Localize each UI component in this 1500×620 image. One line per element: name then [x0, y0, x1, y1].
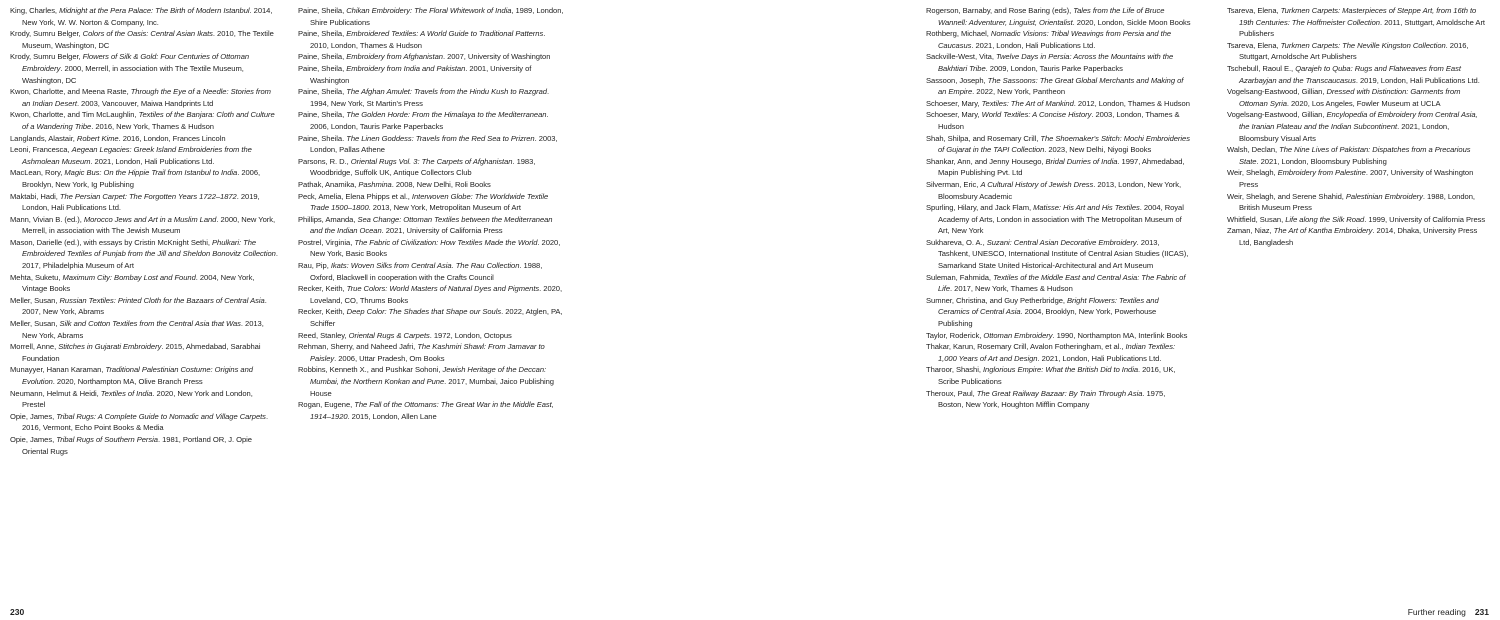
entry-publication: . 2014, New York, W. W. Norton & Company, Inc.	[22, 6, 273, 27]
entry-publication: . 2016, Vermont, Echo Point Books & Media	[22, 411, 268, 433]
bibliography-entry	[298, 133, 564, 156]
bibliography-entry	[926, 364, 1192, 387]
bibliography-entry	[10, 133, 278, 145]
entry-publication: . 1983, Woodbridge, Suffolk UK, Antique Collectors Club	[310, 156, 536, 178]
entry-publication: . 2007, New York, Abrams	[22, 295, 267, 317]
entry-publication: . 2016, UK, Scribe Publications	[938, 365, 1176, 386]
bibliography-entry	[298, 179, 564, 191]
entry-author: Theroux, Paul,	[926, 388, 977, 398]
entry-title: The Great Railway Bazaar: By Train Through Asia	[976, 388, 1143, 398]
entry-title: True Colors: World Masters of Natural Dyes and Pigments	[346, 284, 540, 294]
entry-publication: . 1990, Northampton MA, Interlink Books	[1052, 330, 1188, 340]
bibliography-entry	[298, 260, 564, 283]
entry-publication: . 1988, London, British Museum Press	[1239, 191, 1475, 213]
bibliography-entry	[926, 133, 1192, 156]
entry-author: Suleman, Fahmida,	[926, 272, 994, 282]
entry-title: Flowers of Silk & Gold: Four Centuries of Ottoman Embroidery	[22, 52, 250, 73]
bibliography-entry	[298, 109, 564, 132]
entry-title: World Textiles: A Concise History	[981, 110, 1092, 120]
entry-author: Leoni, Francesca,	[10, 145, 72, 155]
entry-title: Qarajeh to Quba: Rugs and Flatweaves from East Azarbayjan and the Transcaucasus	[1239, 63, 1461, 85]
entry-title: Turkmen Carpets: Masterpieces of Steppe Art, from 16th to 19th Centuries: The Hoffmeister Collection	[1239, 6, 1477, 27]
entry-author: Sumner, Christina, and Guy Petherbridge,	[926, 295, 1068, 305]
entry-publication: . 2014, Dhaka, University Press Ltd, Bangladesh	[1239, 226, 1478, 247]
entry-author: Vogelsang-Eastwood, Gillian,	[1227, 110, 1327, 120]
entry-title: Embroidery from India and Pakistan	[346, 63, 466, 73]
entry-publication: . 2013, New York, Abrams	[22, 319, 264, 340]
bibliography-entry	[926, 341, 1192, 364]
entry-publication: . 1975, Boston, New York, Houghton Mifflin Company	[938, 388, 1166, 410]
bibliography-column-3	[926, 5, 1192, 411]
bibliography-entry	[10, 167, 278, 190]
entry-title: Textiles of the Middle East and Central Asia: The Fabric of Life	[938, 272, 1186, 294]
entry-author: Kwon, Charlotte, and Tim McLaughlin,	[10, 110, 139, 120]
entry-author: Schoeser, Mary,	[926, 110, 982, 120]
entry-publication: . 2003, Vancouver, Maiwa Handprints Ltd	[76, 98, 214, 108]
bibliography-entry	[10, 214, 278, 237]
bibliography-entry	[298, 86, 564, 109]
entry-title: The Fabric of Civilization: How Textiles Made the World	[354, 237, 538, 247]
entry-author: Paine, Sheila,	[298, 110, 347, 120]
entry-title: Tribal Rugs of Southern Persia	[56, 434, 158, 444]
entry-author: Phillips, Amanda,	[298, 214, 358, 224]
entry-author: Tharoor, Shashi,	[926, 365, 983, 375]
bibliography-entry	[1227, 5, 1489, 40]
bibliography-entry	[298, 341, 564, 364]
entry-author: Krody, Sumru Belger,	[10, 29, 83, 39]
entry-publication: . 2000, Merrell, in association with The Textile Museum, Washington, DC	[22, 63, 244, 85]
entry-publication: . 2001, University of Washington	[310, 63, 532, 85]
entry-publication: . 2015, Ahmedabad, Sarabhai Foundation	[22, 342, 261, 363]
entry-author: Weir, Shelagh,	[1227, 168, 1278, 178]
entry-title: The Art of Kantha Embroidery	[1273, 226, 1373, 236]
entry-title: Textiles of India	[100, 388, 153, 398]
entry-publication: . 2020, London, Sickle Moon Books	[1072, 17, 1191, 27]
bibliography-entry	[10, 51, 278, 86]
entry-author: Silverman, Eric,	[926, 179, 981, 189]
bibliography-entry	[298, 156, 564, 179]
entry-author: Taylor, Roderick,	[926, 330, 984, 340]
entry-title: Aegean Legacies: Greek Island Embroideries from the Ashmolean Museum	[22, 145, 252, 166]
entry-publication: . 2021, London, Hali Publications Ltd.	[1037, 353, 1162, 363]
entry-publication: , 1989, London, Shire Publications	[310, 6, 564, 27]
entry-title: Robert Kime	[76, 133, 119, 143]
entry-publication: . 2023, New Delhi, Niyogi Books	[1044, 145, 1152, 155]
entry-author: Munayyer, Hanan Karaman,	[10, 365, 106, 375]
entry-author: Rau, Pip,	[298, 261, 331, 271]
entry-title: The Linen Goddess: Travels from the Red Sea to Prizren	[346, 133, 535, 143]
entry-publication: . 2003, London, Pallas Athene	[310, 133, 558, 155]
entry-author: Tschebull, Raoul E.,	[1227, 63, 1296, 73]
entry-author: Whitfield, Susan,	[1227, 214, 1286, 224]
entry-title: Phulkari: The Embroidered Textiles of Punjab from the Jill and Sheldon Bonovitz Collection	[22, 237, 276, 259]
entry-publication: . 2004, Royal Academy of Arts, London in association with The Metropolitan Museum of Art, New York	[938, 203, 1184, 236]
entry-publication: . 1972, London, Octopus	[429, 330, 512, 340]
entry-title: Inglorious Empire: What the British Did to India	[982, 365, 1139, 375]
entry-publication: . 2020, New York and London, Prestel	[22, 388, 253, 410]
bibliography-entry	[10, 295, 278, 318]
right-page-number: 231	[1474, 607, 1489, 617]
bibliography-entry	[10, 318, 278, 341]
entry-title: Nomadic Visions: Tribal Weavings from Persia and the Caucasus	[938, 29, 1172, 50]
entry-author: Spurling, Hilary, and Jack Flam,	[926, 203, 1034, 213]
entry-publication: . 2017, New York, Thames & Hudson	[950, 284, 1073, 294]
bibliography-entry	[1227, 167, 1489, 190]
entry-author: Opie, James,	[10, 434, 57, 444]
entry-publication: . 2022, Atglen, PA, Schiffer	[310, 307, 563, 329]
entry-title: Bridal Durries of India	[1045, 156, 1118, 166]
entry-author: King, Charles,	[10, 6, 60, 15]
bibliography-column-2	[298, 5, 564, 422]
entry-publication: . 2020, Northampton MA, Olive Branch Press	[52, 377, 203, 386]
entry-author: Thakar, Karun, Rosemary Crill, Avalon Fotheringham, et al.,	[926, 342, 1126, 352]
entry-title: Turkmen Carpets: The Neville Kingston Collection	[1280, 40, 1446, 50]
bibliography-entry	[10, 5, 278, 28]
entry-title: The Persian Carpet: The Forgotten Years 1722–1872	[59, 191, 237, 201]
entry-title: Stitches in Gujarati Embroidery	[58, 342, 162, 352]
entry-author: Sukhareva, O. A.,	[926, 237, 987, 247]
entry-publication: . 2021, London, Hali Publications Ltd.	[90, 156, 215, 166]
bibliography-entry	[926, 295, 1192, 330]
entry-publication: . 2000, New York, Merrell, in association with The Jewish Museum	[22, 214, 276, 236]
entry-title: Textiles: The Art of Mankind	[981, 98, 1074, 108]
bibliography-entry	[926, 109, 1192, 132]
bibliography-entry	[1227, 144, 1489, 167]
entry-publication: . 2010, The Textile Museum, Washington, DC	[22, 29, 274, 50]
entry-title: Silk and Cotton Textiles from the Central Asia that Was	[59, 319, 241, 329]
bibliography-entry	[298, 191, 564, 214]
entry-author: Kwon, Charlotte, and Meena Raste,	[10, 87, 131, 97]
entry-publication: . 1988, Oxford, Blackwell in cooperation with the Crafts Council	[310, 261, 543, 282]
bibliography-entry	[926, 5, 1192, 28]
bibliography-entry	[10, 237, 278, 272]
entry-author: Recker, Keith,	[298, 284, 347, 294]
bibliography-entry	[298, 283, 564, 306]
entry-title: Deep Color: The Shades that Shape our Souls	[346, 307, 502, 317]
entry-title: Embroidery from Afghanistan	[346, 52, 443, 62]
bibliography-entry	[1227, 63, 1489, 86]
entry-author: Tsareva, Elena,	[1227, 6, 1281, 15]
entry-author: Neumann, Helmut & Heidi,	[10, 388, 101, 398]
bibliography-entry	[1227, 109, 1489, 144]
entry-publication: . 2010, London, Thames & Hudson	[310, 29, 546, 50]
entry-title: Bright Flowers: Textiles and Ceramics of Central Asia	[938, 295, 1159, 317]
bibliography-entry	[298, 5, 564, 28]
entry-title: Ottoman Embroidery	[983, 330, 1053, 340]
entry-publication: . 2012, London, Thames & Hudson	[1073, 98, 1190, 108]
bibliography-entry	[298, 306, 564, 329]
entry-author: Pathak, Anamika,	[298, 179, 359, 189]
entry-title: Magic Bus: On the Hippie Trail from Istanbul to India	[64, 168, 238, 178]
entry-title: Dressed with Distinction: Garments from Ottoman Syria	[1239, 87, 1461, 108]
entry-publication: . 2004, Brooklyn, New York, Powerhouse Publishing	[938, 307, 1157, 329]
entry-author: Paine, Sheila,	[298, 29, 347, 39]
entry-author: Maktabi, Hadi,	[10, 191, 60, 201]
bibliography-entry	[926, 75, 1192, 98]
entry-title: Morocco Jews and Art in a Muslim Land	[83, 214, 217, 224]
entry-title: Oriental Rugs Vol. 3: The Carpets of Afghanistan	[350, 156, 513, 166]
entry-publication: . 2019, London, Hali Publications Ltd.	[22, 191, 260, 213]
bibliography-entry	[926, 237, 1192, 272]
bibliography-entry	[10, 272, 278, 295]
bibliography-entry	[10, 191, 278, 214]
entry-title: Colors of the Oasis: Central Asian Ikats	[82, 29, 213, 39]
entry-publication: . 2013, London, New York, Bloomsbury Academic	[938, 179, 1182, 201]
entry-publication: . 2006, Brooklyn, New York, Ig Publishing	[22, 168, 261, 189]
bibliography-entry	[298, 214, 564, 237]
entry-title: The Shoemaker's Stitch: Mochi Embroideries of Gujarat in the TAPI Collection	[938, 133, 1190, 155]
entry-author: Shankar, Ann, and Jenny Housego,	[926, 156, 1046, 166]
entry-title: Life along the Silk Road	[1285, 214, 1365, 224]
entry-author: MacLean, Rory,	[10, 168, 65, 178]
bibliography-entry	[298, 28, 564, 51]
entry-author: Zaman, Niaz,	[1227, 226, 1274, 236]
entry-publication: . 2007, University of Washington Press	[1239, 168, 1474, 189]
entry-author: Paine, Sheila.	[298, 133, 347, 143]
entry-author: Rothberg, Michael,	[926, 29, 991, 39]
entry-title: Matisse: His Art and His Textiles	[1033, 203, 1140, 213]
entry-author: Sackville-West, Vita,	[926, 52, 996, 62]
entry-publication: . 1997, Ahmedabad, Mapin Publishing Pvt. Ltd	[938, 156, 1185, 178]
entry-title: Suzani: Central Asian Decorative Embroidery	[986, 237, 1137, 247]
entry-publication: . 2015, London, Allen Lane	[347, 411, 437, 421]
entry-publication: . 1999, University of California Press	[1364, 214, 1486, 224]
entry-title: The Fall of the Ottomans: The Great War in the Middle East, 1914–1920	[310, 400, 554, 421]
bibliography-entry	[10, 109, 278, 132]
bibliography-entry	[1227, 86, 1489, 109]
entry-title: Through the Eye of a Needle: Stories from an Indian Desert	[22, 87, 271, 108]
bibliography-entry	[10, 341, 278, 364]
entry-publication: . 2003, London, Thames & Hudson	[938, 110, 1180, 131]
entry-author: Mehta, Suketu,	[10, 272, 63, 282]
entry-publication: . 2007, University of Washington	[442, 52, 551, 62]
bibliography-entry	[10, 144, 278, 167]
entry-title: Palestinian Embroidery	[1345, 191, 1423, 201]
bibliography-entry	[298, 51, 564, 63]
entry-title: Tales from the Life of Bruce Wannell: Adventurer, Linguist, Orientalist	[938, 6, 1165, 27]
entry-publication: . 2021, London, Bloomsbury Publishing	[1256, 156, 1387, 166]
bibliography-entry	[926, 51, 1192, 74]
right-page-footer	[1408, 607, 1489, 618]
entry-title: Midnight at the Pera Palace: The Birth of Modern Istanbul	[59, 6, 250, 15]
entry-author: Paine, Sheila,	[298, 6, 347, 15]
entry-publication: . 1981, Portland OR, J. Opie Oriental Rugs	[22, 434, 252, 456]
entry-author: Reed, Stanley,	[298, 330, 349, 340]
entry-publication: . 2020, Los Angeles, Fowler Museum at UCLA	[1286, 98, 1441, 108]
entry-author: Meller, Susan,	[10, 319, 60, 329]
bibliography-column-1	[10, 5, 278, 457]
entry-title: Russian Textiles: Printed Cloth for the Bazaars of Central Asia	[59, 295, 265, 305]
entry-author: Shah, Shilpa, and Rosemary Crill,	[926, 133, 1041, 143]
bibliography-entry	[926, 179, 1192, 202]
entry-publication: . 2017, Mumbai, Jaico Publishing House	[310, 377, 554, 398]
entry-author: Peck, Amelia, Elena Phipps et al.,	[298, 191, 412, 201]
bibliography-column-4	[1227, 5, 1489, 248]
bibliography-entry	[10, 364, 278, 387]
entry-publication: . 2019, London, Hali Publications Ltd.	[1355, 75, 1480, 85]
bibliography-entry	[10, 28, 278, 51]
bibliography-entry	[926, 272, 1192, 295]
entry-publication: . 2004, New York, Vintage Books	[22, 272, 255, 294]
entry-publication: . 2016, London, Frances Lincoln	[118, 133, 226, 143]
entry-author: Morrell, Anne,	[10, 342, 59, 352]
bibliography-entry	[1227, 214, 1489, 226]
entry-publication: . 2013, Tashkent, UNESCO, International Institute of Central Asian Studies (IICAS), Samarkand State United Historical-Architectural and Art Museum	[938, 237, 1189, 271]
entry-title: The Afghan Amulet: Travels from the Hindu Kush to Razgrad	[346, 87, 547, 97]
entry-publication: . 2011, Stuttgart, Arnoldsche Art Publishers	[1239, 17, 1485, 39]
entry-title: The Golden Horde: From the Himalaya to the Mediterranean	[346, 110, 547, 120]
entry-publication: . 1994, New York, St Martin's Press	[310, 87, 550, 108]
entry-publication: . 2017, Philadelphia Museum of Art	[22, 249, 278, 271]
entry-publication: . 2022, New York, Pantheon	[972, 87, 1066, 97]
running-head: Further reading	[1407, 607, 1466, 617]
entry-author: Postrel, Virginia,	[298, 237, 355, 247]
entry-title: Tribal Rugs: A Complete Guide to Nomadic and Village Carpets	[56, 411, 266, 421]
entry-author: Opie, James,	[10, 411, 57, 421]
entry-publication: . 2021, University of California Press	[381, 226, 503, 236]
entry-author: Krody, Sumru Belger,	[10, 52, 83, 62]
entry-publication: . 2016, Stuttgart, Arnoldsche Art Publishers	[1239, 40, 1469, 62]
entry-author: Langlands, Alastair,	[10, 133, 77, 143]
entry-publication: . 2020, Loveland, CO, Thrums Books	[310, 284, 563, 305]
bibliography-entry	[926, 388, 1192, 411]
entry-publication: . 2016, New York, Thames & Hudson	[91, 121, 214, 131]
entry-title: Ikats: Woven Silks from Central Asia. The Rau Collection	[330, 261, 520, 271]
entry-publication: . 2021, London, Hali Publications Ltd.	[971, 40, 1096, 50]
entry-title: Chikan Embroidery: The Floral Whitework of India	[346, 6, 512, 15]
bibliography-entry	[298, 237, 564, 260]
entry-author: Vogelsang-Eastwood, Gillian,	[1227, 87, 1327, 97]
entry-author: Paine, Sheila,	[298, 87, 347, 97]
entry-title: Embroidered Textiles: A World Guide to Traditional Patterns	[346, 29, 544, 39]
bibliography-entry	[1227, 40, 1489, 63]
bibliography-entry	[1227, 191, 1489, 214]
entry-title: Traditional Palestinian Costume: Origins and Evolution	[22, 365, 253, 386]
entry-author: Robbins, Kenneth X., and Pushkar Sohoni,	[298, 365, 443, 375]
bibliography-entry	[298, 399, 564, 422]
entry-title: Interwoven Globe: The Worldwide Textile Trade 1500–1800	[310, 191, 549, 213]
bibliography-entry	[298, 364, 564, 399]
entry-author: Mason, Darielle (ed.), with essays by Cristin McKnight Sethi,	[10, 237, 213, 247]
bibliography-entry	[926, 330, 1192, 342]
entry-publication: . 2008, New Delhi, Roli Books	[391, 179, 491, 189]
entry-title: Sea Change: Ottoman Textiles between the Mediterranean and the Indian Ocean	[310, 214, 553, 236]
entry-author: Rogerson, Barnaby, and Rose Baring (eds),	[926, 6, 1074, 15]
bibliography-entry	[10, 86, 278, 109]
entry-author: Meller, Susan,	[10, 295, 60, 305]
entry-title: Textiles of the Banjara: Cloth and Culture of a Wandering Tribe	[22, 110, 275, 131]
entry-author: Mann, Vivian B. (ed.),	[10, 214, 84, 224]
bibliography-entry	[298, 330, 564, 342]
entry-author: Sassoon, Joseph,	[926, 75, 988, 85]
bibliography-entry	[1227, 225, 1489, 248]
entry-title: A Cultural History of Jewish Dress	[980, 179, 1094, 189]
entry-title: The Nine Lives of Pakistan: Dispatches from a Precarious State	[1239, 145, 1471, 166]
entry-title: Embroidery from Palestine	[1277, 168, 1366, 178]
entry-title: The Sassoons: The Great Global Merchants and Making of an Empire	[938, 75, 1184, 97]
entry-title: Maximum City: Bombay Lost and Found	[62, 272, 196, 282]
bibliography-entry	[10, 411, 278, 434]
entry-author: Tsareva, Elena,	[1227, 40, 1281, 50]
entry-title: Pashmina	[358, 179, 392, 189]
entry-publication: . 2021, London, Bloomsbury Visual Arts	[1239, 121, 1450, 143]
entry-title: Indian Textiles: 1,000 Years of Art and Design	[938, 342, 1176, 363]
entry-publication: . 2006, London, Tauris Parke Paperbacks	[310, 110, 549, 131]
bibliography-entry	[10, 388, 278, 411]
entry-author: Weir, Shelagh, and Serene Shahid,	[1227, 191, 1346, 201]
bibliography-entry	[926, 98, 1192, 110]
left-page-number: 230	[10, 607, 25, 617]
entry-publication: . 2013, New York, Metropolitan Museum of Art	[368, 203, 521, 213]
entry-author: Recker, Keith,	[298, 307, 347, 317]
entry-publication: . 2006, Uttar Pradesh, Om Books	[334, 353, 445, 363]
entry-title: The Kashmiri Shawl: From Jamavar to Paisley	[310, 342, 545, 363]
bibliography-entry	[298, 63, 564, 86]
entry-author: Schoeser, Mary,	[926, 98, 982, 108]
entry-title: Encylopedia of Embroidery from Central Asia, the Iranian Plateau and the Indian Subcontinent	[1239, 110, 1478, 131]
entry-title: Oriental Rugs & Carpets	[348, 330, 430, 340]
entry-publication: . 2020, New York, Basic Books	[310, 237, 561, 259]
entry-author: Rehman, Sherry, and Naheed Jafri,	[298, 342, 418, 352]
bibliography-entry	[926, 28, 1192, 51]
entry-author: Paine, Sheila,	[298, 52, 347, 62]
entry-title: Jewish Heritage of the Deccan: Mumbai, the Northern Konkan and Pune	[310, 365, 547, 386]
bibliography-entry	[926, 156, 1192, 179]
entry-author: Parsons, R. D.,	[298, 156, 351, 166]
entry-author: Walsh, Declan,	[1227, 145, 1280, 155]
bibliography-entry	[10, 434, 278, 457]
entry-author: Paine, Sheila,	[298, 63, 347, 73]
entry-publication: . 2009, London, Tauris Parke Paperbacks	[985, 63, 1123, 73]
entry-title: Twelve Days in Persia: Across the Mountains with the Bakhtiari Tribe	[938, 52, 1174, 73]
bibliography-entry	[926, 202, 1192, 237]
entry-author: Rogan, Eugene,	[298, 400, 355, 410]
